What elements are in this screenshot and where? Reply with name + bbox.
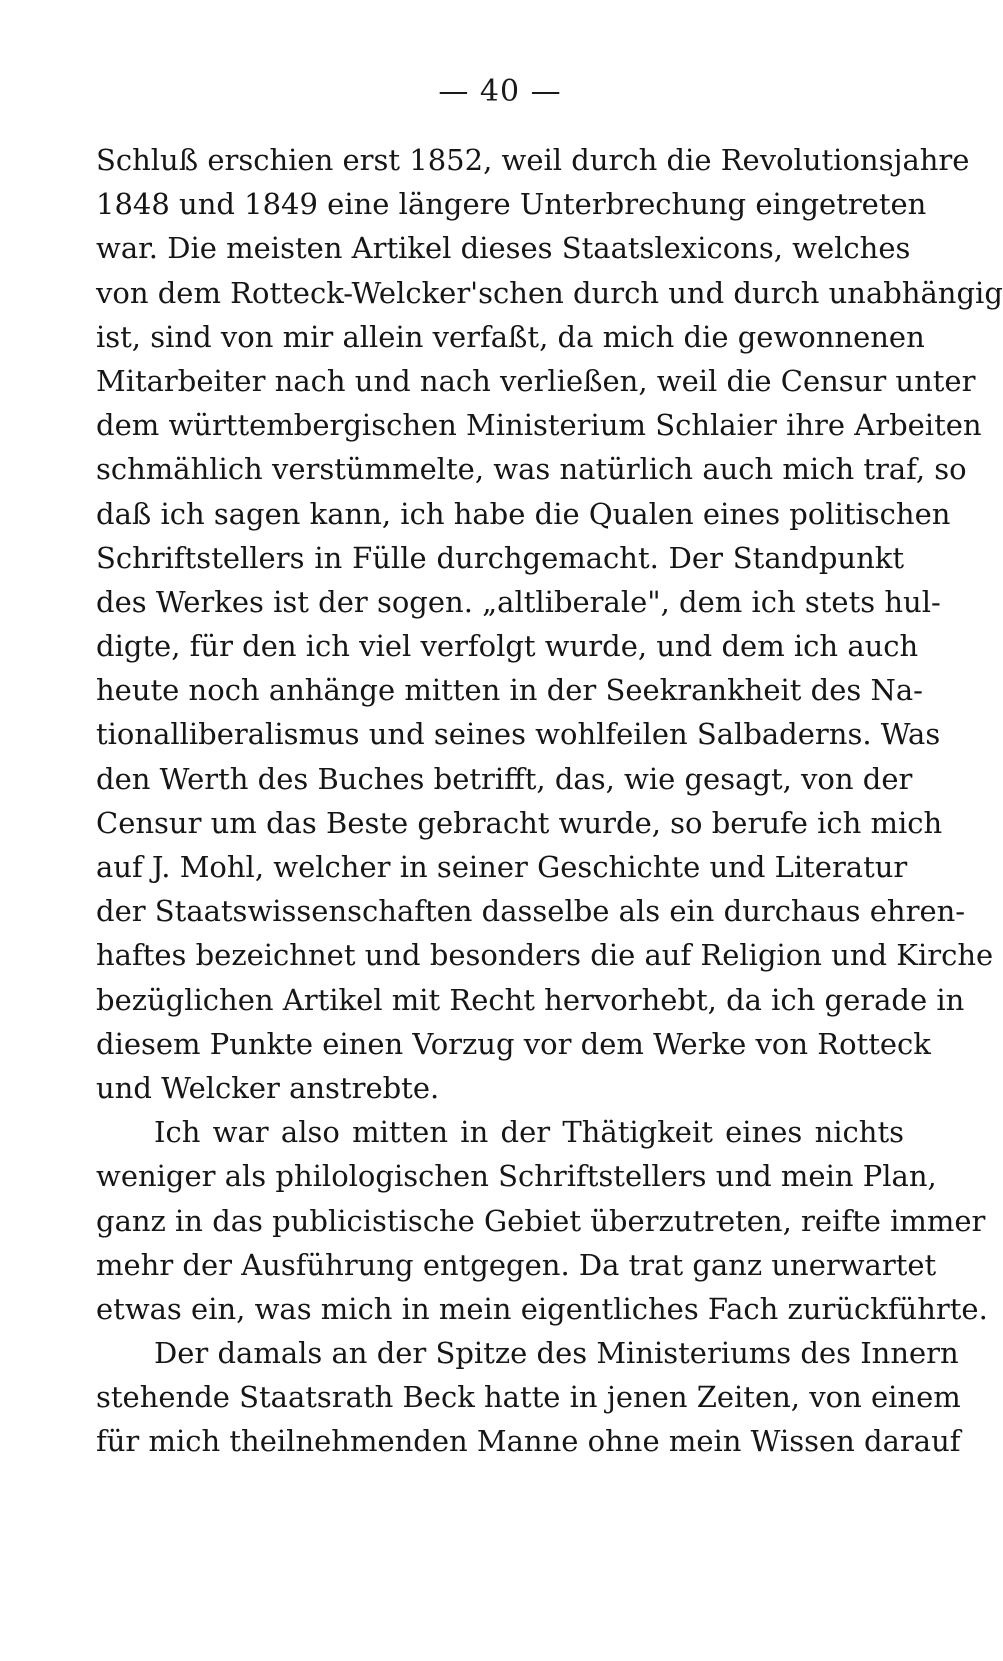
text-line: den Werth des Buches betrifft, das, wie gesagt, von der <box>96 761 913 796</box>
paragraph <box>96 1110 988 1331</box>
text-line: daß ich sagen kann, ich habe die Qualen eines politischen <box>96 496 951 531</box>
text-line: digte, für den ich viel verfolgt wurde, und dem ich auch <box>96 629 919 664</box>
text-line: etwas ein, was mich in mein eigentliches Fach zurückführte. <box>96 1291 988 1326</box>
text-line: für mich theilnehmenden Manne ohne mein Wissen darauf <box>96 1424 961 1459</box>
text-line: tionalliberalismus und seines wohlfeilen Salbaderns. Was <box>96 717 941 752</box>
text-line: heute noch anhänge mitten in der Seekrankheit des Na- <box>96 673 923 708</box>
text-line: 1848 und 1849 eine längere Unterbrechung eingetreten <box>96 187 927 222</box>
text-line: dem württembergischen Ministerium Schlaier ihre Arbeiten <box>96 408 982 443</box>
text-line: stehende Staatsrath Beck hatte in jenen Zeiten, von einem <box>96 1380 961 1415</box>
text-line: ist, sind von mir allein verfaßt, da mich die gewonnenen <box>96 319 925 354</box>
page-number: — 40 — <box>438 74 562 109</box>
text-line: bezüglichen Artikel mit Recht hervorhebt, da ich gerade in <box>96 982 965 1017</box>
text-line: diesem Punkte einen Vorzug vor dem Werke von Rotteck <box>96 1026 931 1061</box>
paragraph <box>96 1331 961 1464</box>
text-line: Schluß erschien erst 1852, weil durch die Revolutionsjahre <box>96 143 970 177</box>
text-line: und Welcker anstrebte. <box>96 1070 440 1105</box>
paragraph <box>96 138 1003 1110</box>
text-line: schmählich verstümmelte, was natürlich auch mich traf, so <box>96 452 967 487</box>
body-text <box>96 138 1003 1464</box>
text-line: Censur um das Beste gebracht wurde, so berufe ich mich <box>96 805 943 840</box>
text-line: des Werkes ist der sogen. „altliberale", dem ich stets hul- <box>96 584 941 619</box>
text-line: auf J. Mohl, welcher in seiner Geschichte und Literatur <box>96 850 908 884</box>
text-line: haftes bezeichnet und besonders die auf Religion und Kirche <box>96 938 994 973</box>
text-line: Ich war also mitten in der Thätigkeit eines nichts <box>154 1115 904 1150</box>
text-line: Der damals an der Spitze des Ministeriums des Innern <box>154 1336 959 1371</box>
text-line: war. Die meisten Artikel dieses Staatslexicons, welches <box>96 231 911 266</box>
text-line: ganz in das publicistische Gebiet überzutreten, reifte immer <box>96 1203 986 1238</box>
text-line: Schriftstellers in Fülle durchgemacht. Der Standpunkt <box>96 540 904 575</box>
text-line: von dem Rotteck-Welcker'schen durch und durch unabhängig <box>96 275 1003 310</box>
text-line: der Staatswissenschaften dasselbe als ein durchaus ehren- <box>96 894 966 929</box>
text-line: Mitarbeiter nach und nach verließen, weil die Censur unter <box>96 363 976 398</box>
text-line: mehr der Ausführung entgegen. Da trat ganz unerwartet <box>96 1247 937 1282</box>
text-line: weniger als philologischen Schriftstellers und mein Plan, <box>96 1159 937 1194</box>
